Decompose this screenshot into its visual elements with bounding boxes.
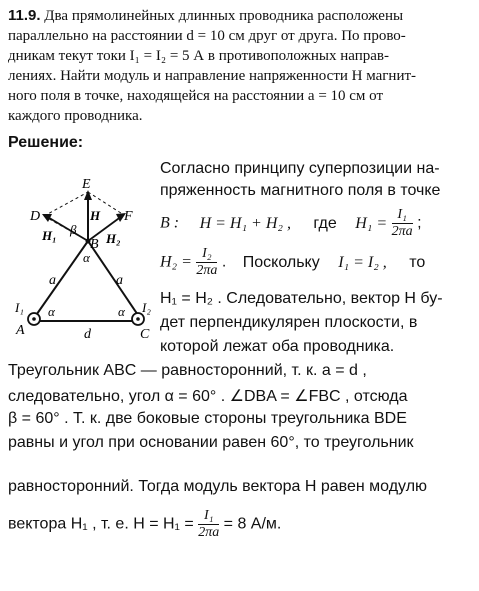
label-alpha-left: α <box>48 304 55 319</box>
solution-heading: Решение: <box>8 134 84 151</box>
solution-line-5: H₁ = H₂ . Следовательно, вектор H бу- <box>160 290 443 307</box>
solution-line-12: равносторонний. Тогда модуль вектора H равен модулю <box>8 478 428 495</box>
fraction-h2: $\frac{\text{I₂}}{2\pi a}$ <box>196 246 218 278</box>
semicolon: ; <box>417 214 422 232</box>
word-where: где <box>313 214 337 232</box>
solution-line-7: которой лежат оба проводника. <box>160 338 395 355</box>
point-label: B : <box>160 214 180 232</box>
label-A: A <box>16 323 25 338</box>
wire-A-dot-icon <box>32 317 36 321</box>
triangle-diagram <box>2 176 152 356</box>
wire-C-dot-icon <box>136 317 140 321</box>
side-BC <box>88 241 142 321</box>
period: . <box>221 253 227 271</box>
problem-text-line-4: лениях. Найти модуль и направление напряженности H магнит- <box>8 68 417 84</box>
solution-line-3 <box>160 207 470 240</box>
label-H: H <box>90 208 101 223</box>
label-a-left: a <box>49 273 56 288</box>
solution-line-6: дет перпендикулярен плоскости, в <box>160 314 418 331</box>
label-C: C <box>140 327 150 342</box>
solution-line-10: β = 60° . Т. к. две боковые стороны треугольника BDE <box>8 410 407 427</box>
label-B: B <box>90 237 99 252</box>
word-then: то <box>409 253 426 271</box>
final-answer-value: = 8 А/м. <box>223 515 282 533</box>
final-answer-lead: вектора H₁ , т. е. H = H₁ = <box>8 515 194 533</box>
label-H1: H₁ <box>42 228 57 243</box>
word-since: Поскольку <box>242 253 320 271</box>
label-E: E <box>82 177 91 192</box>
problem-statement <box>8 6 470 126</box>
solution-line-8: Треугольник ABC — равносторонний, т. к. a = d , <box>8 362 367 379</box>
side-AB <box>32 241 88 321</box>
label-beta: β <box>70 222 77 237</box>
label-F: F <box>124 209 133 224</box>
solution-line-4 <box>160 246 470 279</box>
h1-lhs: H₁ = <box>355 214 388 232</box>
solution-line-13 <box>8 508 281 541</box>
fraction-h1: $\frac{\text{I₁}}{2\pi a}$ <box>391 207 413 239</box>
solution-line-1: Согласно принципу суперпозиции на- <box>160 160 440 177</box>
label-alpha-top: α <box>83 250 90 265</box>
superposition-formula: H = H₁ + H₂ , <box>199 214 291 232</box>
currents-equal: I₁ = I₂ , <box>338 253 387 271</box>
label-d: d <box>84 327 91 342</box>
dashed-DE <box>44 192 88 216</box>
label-alpha-right: α <box>118 304 125 319</box>
label-H2: H₂ <box>106 231 121 246</box>
fraction-final: $\frac{\text{I₁}}{2\pi a}$ <box>198 508 220 540</box>
label-I1: I₁ <box>15 300 24 315</box>
problem-text-line-6: каждого проводника. <box>8 108 143 124</box>
problem-text-line-5: ного поля в точке, находящейся на расстоянии a = 10 см от <box>8 88 384 104</box>
problem-text-line-1: Два прямолинейных длинных проводника расположены <box>44 8 404 24</box>
problem-text-line-3: дникам текут токи I₁ = I₂ = 5 А в противоположных направ- <box>8 48 389 64</box>
problem-number: 11.9. <box>8 7 41 24</box>
h2-lhs: H₂ = <box>160 253 192 271</box>
solution-line-11: равны и угол при основании равен 60°, то треугольник <box>8 434 414 451</box>
label-a-right: a <box>116 273 123 288</box>
solution-line-9: следовательно, угол α = 60° . ∠DBA = ∠FBC , отсюда <box>8 388 408 405</box>
problem-text-line-2: параллельно на расстоянии d = 10 см друг от друга. По прово- <box>8 28 406 44</box>
solution-line-2: пряженность магнитного поля в точке <box>160 182 441 199</box>
label-I2: I₂ <box>142 300 151 315</box>
label-D: D <box>30 209 41 224</box>
